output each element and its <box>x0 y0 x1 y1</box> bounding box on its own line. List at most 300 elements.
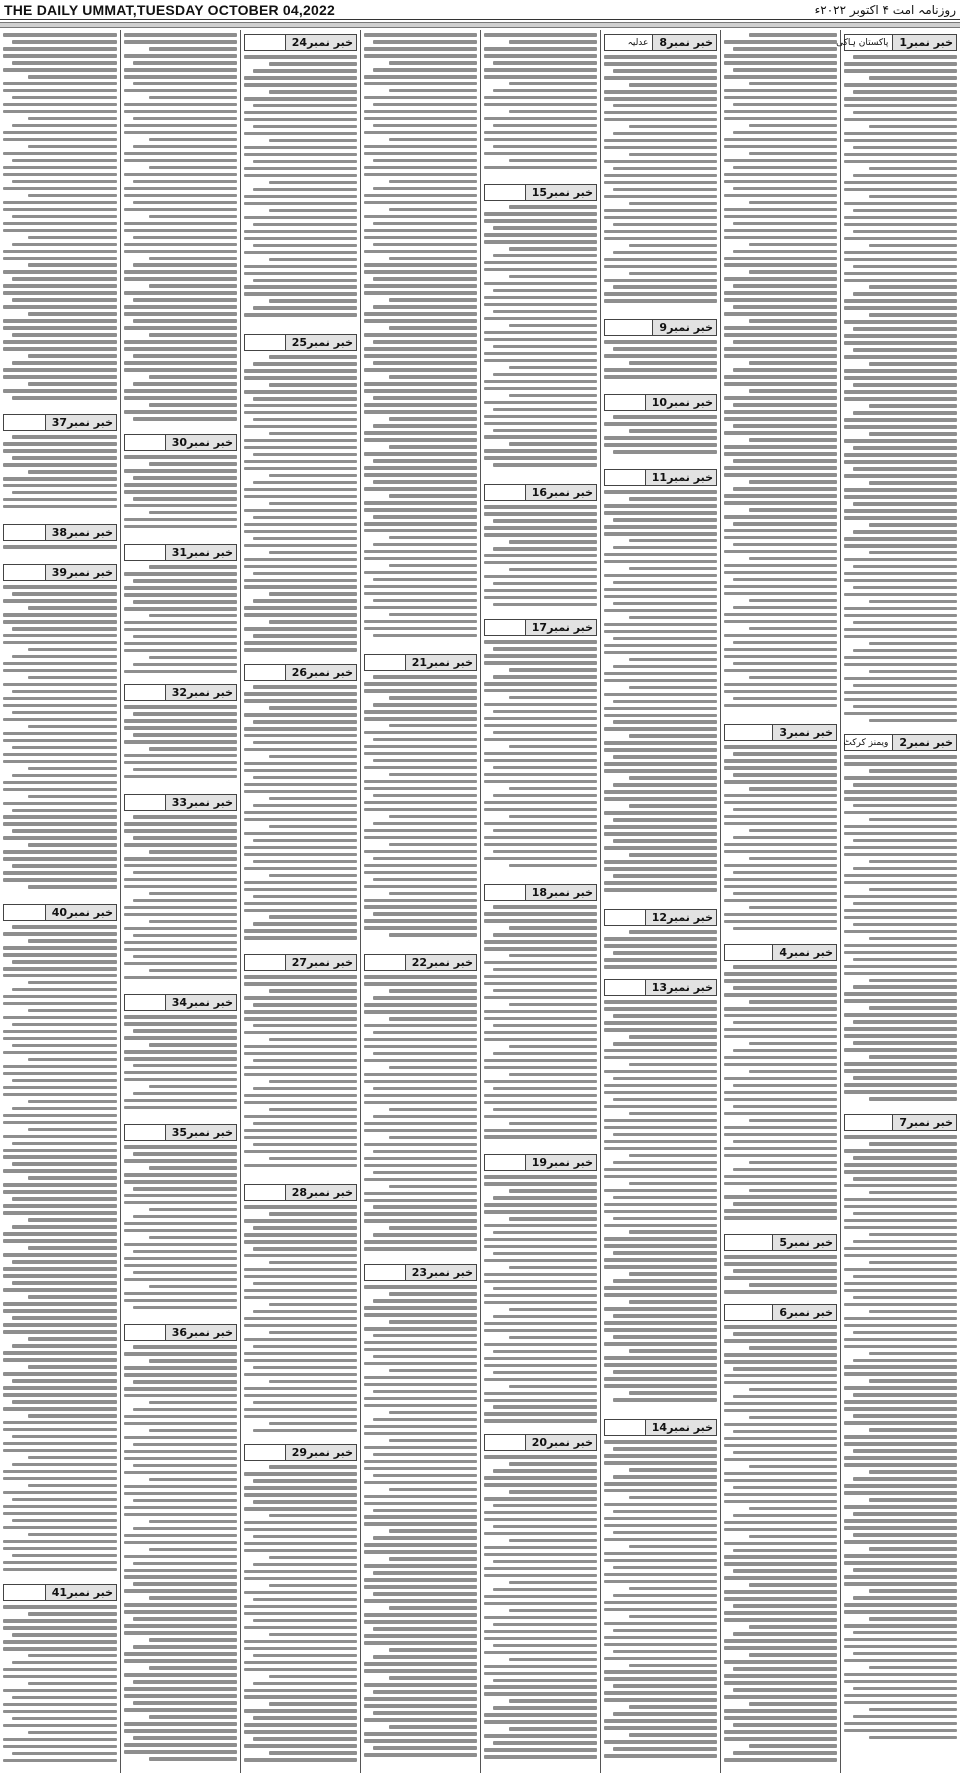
news-item-body-text <box>3 544 117 557</box>
news-item <box>601 465 720 905</box>
news-item-topic <box>125 1125 165 1140</box>
news-item-body-text <box>3 1604 117 1767</box>
news-item-number: 21 <box>411 656 428 669</box>
news-item-header <box>724 1234 837 1251</box>
news-item-body-text <box>244 354 357 657</box>
news-item <box>0 410 120 520</box>
news-item-topic <box>605 910 645 925</box>
news-item-header <box>244 954 357 971</box>
news-item-number-box <box>772 945 836 960</box>
news-item-topic <box>845 1115 892 1130</box>
news-item-topic <box>4 415 45 430</box>
news-item-topic <box>125 1325 165 1340</box>
news-item-header <box>844 734 957 751</box>
news-item-number-box <box>645 395 716 410</box>
news-item-body-text <box>724 1254 837 1297</box>
news-item <box>361 30 480 650</box>
news-item-body-text <box>484 904 597 1147</box>
news-item-number-box <box>645 910 716 925</box>
news-item-body-text <box>724 32 837 717</box>
news-item-body-text <box>604 414 717 462</box>
news-item-topic <box>245 335 285 350</box>
news-item <box>481 1430 600 1770</box>
news-item-header <box>244 1444 357 1461</box>
news-item-header <box>244 34 357 51</box>
news-item-number: 24 <box>291 36 308 49</box>
news-item-body-text <box>124 1144 237 1317</box>
news-item-number: 41 <box>51 1586 68 1599</box>
news-item-header <box>836 34 957 51</box>
news-item-body-text <box>604 339 717 387</box>
news-item-header <box>484 1434 597 1451</box>
news-item <box>481 30 600 180</box>
column-3 <box>600 30 720 1773</box>
news-item-number-box <box>772 1305 836 1320</box>
news-item-header <box>844 1114 957 1131</box>
news-item-body-text <box>604 54 717 312</box>
news-item-label: خبر نمبر <box>307 956 353 969</box>
news-item-body-text <box>484 204 597 477</box>
news-item-number-box <box>165 1325 236 1340</box>
news-item-number-box <box>892 35 956 50</box>
news-item-number: 38 <box>51 526 68 539</box>
news-item-number: 11 <box>651 471 668 484</box>
news-item <box>481 180 600 480</box>
news-item-header <box>124 1124 237 1141</box>
news-item-number: 33 <box>171 796 188 809</box>
news-item-label: خبر نمبر <box>307 1186 353 1199</box>
news-item-number: 35 <box>171 1126 188 1139</box>
news-item-body-text <box>124 32 237 427</box>
news-item <box>241 30 360 330</box>
newspaper-page <box>0 30 960 1773</box>
news-item-number: 2 <box>899 736 908 749</box>
news-item-topic <box>4 1585 45 1600</box>
news-item-number-box <box>405 1265 476 1280</box>
news-item-label: خبر نمبر <box>667 36 713 49</box>
news-item <box>0 900 120 1580</box>
news-item-topic <box>485 1435 525 1450</box>
news-item-number-box <box>892 1115 956 1130</box>
news-item-number-box <box>892 735 956 750</box>
news-item-label: خبر نمبر <box>667 471 713 484</box>
news-item-topic <box>4 525 45 540</box>
news-item-number-box <box>525 1435 596 1450</box>
news-item <box>721 720 840 940</box>
news-item-number: 20 <box>531 1436 548 1449</box>
news-item-header <box>124 434 237 451</box>
news-item-label: خبر نمبر <box>547 886 593 899</box>
news-item-body-text <box>124 1014 237 1117</box>
news-item-label: خبر نمبر <box>667 396 713 409</box>
news-item-topic <box>125 795 165 810</box>
news-item-header <box>3 1584 117 1601</box>
news-item-topic <box>605 980 645 995</box>
news-item-number: 40 <box>51 906 68 919</box>
news-item-number-box <box>405 655 476 670</box>
news-item-topic <box>4 905 45 920</box>
news-item <box>601 905 720 975</box>
news-item-label: خبر نمبر <box>667 911 713 924</box>
news-item <box>841 730 960 1110</box>
news-item-number: 27 <box>291 956 308 969</box>
news-item-body-text <box>3 434 117 517</box>
news-item-number-box <box>652 320 716 335</box>
news-item-label: خبر نمبر <box>67 566 113 579</box>
news-item-number-box <box>285 665 356 680</box>
news-item <box>121 540 240 680</box>
news-item-body-text <box>604 929 717 972</box>
news-item <box>121 790 240 990</box>
news-item-number: 23 <box>411 1266 428 1279</box>
column-5 <box>360 30 480 1773</box>
news-item-body-text <box>3 584 117 897</box>
news-item-number-box <box>645 1420 716 1435</box>
news-item-number-box <box>165 995 236 1010</box>
news-item-topic <box>365 1265 405 1280</box>
news-item-number-box <box>45 565 116 580</box>
news-item-header <box>604 1419 717 1436</box>
news-item <box>0 560 120 900</box>
news-item-header <box>124 544 237 561</box>
news-item-header <box>484 619 597 636</box>
news-item-number-box <box>45 415 116 430</box>
news-item-topic <box>245 1185 285 1200</box>
news-item-body-text <box>124 564 237 677</box>
news-item-topic <box>725 1235 772 1250</box>
news-item-body-text <box>124 454 237 537</box>
news-item-number: 29 <box>291 1446 308 1459</box>
news-item-body-text <box>244 1464 357 1767</box>
news-item-body-text <box>364 674 477 947</box>
news-item-label: خبر نمبر <box>547 1156 593 1169</box>
news-item <box>0 520 120 560</box>
masthead-rule <box>0 22 960 28</box>
news-item-number: 19 <box>531 1156 548 1169</box>
news-item-label: خبر نمبر <box>307 336 353 349</box>
news-item-number: 18 <box>531 886 548 899</box>
news-item-topic <box>365 655 405 670</box>
news-item-topic <box>725 725 772 740</box>
news-item <box>721 1230 840 1300</box>
news-item-number: 9 <box>659 321 668 334</box>
news-item-header <box>604 319 717 336</box>
column-6 <box>240 30 360 1773</box>
news-item-number-box <box>165 545 236 560</box>
news-item-label: خبر نمبر <box>547 1436 593 1449</box>
news-item-number-box <box>165 435 236 450</box>
news-item <box>241 1180 360 1440</box>
news-item <box>601 30 720 315</box>
news-item-number-box <box>645 470 716 485</box>
news-item-number-box <box>405 955 476 970</box>
news-item-header <box>364 954 477 971</box>
news-item-label: خبر نمبر <box>787 1306 833 1319</box>
news-item-number: 13 <box>651 981 668 994</box>
news-item-number-box <box>45 1585 116 1600</box>
news-item-number-box <box>772 1235 836 1250</box>
news-item-header <box>604 909 717 926</box>
news-item-label: خبر نمبر <box>787 946 833 959</box>
news-item-number-box <box>285 35 356 50</box>
news-item-number-box <box>652 35 716 50</box>
news-item-number-box <box>165 795 236 810</box>
news-item-number: 26 <box>291 666 308 679</box>
news-item-topic <box>725 945 772 960</box>
news-item <box>121 1120 240 1320</box>
news-item-body-text <box>364 32 477 647</box>
news-item-number: 30 <box>171 436 188 449</box>
news-item-body-text <box>484 504 597 612</box>
news-item-label: خبر نمبر <box>67 416 113 429</box>
news-item-topic <box>365 955 405 970</box>
news-item-label: خبر نمبر <box>307 1446 353 1459</box>
news-item-label: خبر نمبر <box>547 486 593 499</box>
news-item-number-box <box>525 885 596 900</box>
news-item-header <box>724 944 837 961</box>
news-item-header <box>124 684 237 701</box>
masthead-title-english: THE DAILY UMMAT,TUESDAY OCTOBER 04,2022 <box>4 1 335 18</box>
news-item-number: 15 <box>531 186 548 199</box>
news-item-number-box <box>45 525 116 540</box>
news-item-body-text <box>844 754 957 1107</box>
news-item-body-text <box>364 974 477 1257</box>
news-item-topic <box>485 485 525 500</box>
news-item-topic <box>125 685 165 700</box>
news-item-topic <box>125 995 165 1010</box>
news-item-number-box <box>645 980 716 995</box>
news-item-header <box>724 724 837 741</box>
news-item-label: خبر نمبر <box>667 981 713 994</box>
news-item-topic <box>245 1445 285 1460</box>
news-item-label: خبر نمبر <box>667 1421 713 1434</box>
news-item-label: خبر نمبر <box>667 321 713 334</box>
news-item-label: خبر نمبر <box>427 956 473 969</box>
column-4 <box>480 30 600 1773</box>
news-item-number: 4 <box>779 946 788 959</box>
news-item-topic <box>245 665 285 680</box>
news-item <box>121 680 240 790</box>
news-item-body-text <box>244 974 357 1177</box>
news-item <box>836 30 960 730</box>
news-item-body-text <box>844 1134 957 1747</box>
news-item-number: 1 <box>899 36 908 49</box>
news-item-label: خبر نمبر <box>907 1116 953 1129</box>
masthead <box>0 0 960 20</box>
column-1 <box>836 30 960 1773</box>
news-item-header <box>3 564 117 581</box>
news-item <box>481 1150 600 1430</box>
news-item-topic: ویمنز کرکٹ <box>843 737 889 748</box>
news-item-number: 22 <box>411 956 428 969</box>
news-item-topic <box>245 35 285 50</box>
news-item-number-box <box>525 485 596 500</box>
news-item-number: 8 <box>659 36 668 49</box>
news-item-body-text <box>724 1324 837 1767</box>
news-item-number: 36 <box>171 1326 188 1339</box>
news-item-topic <box>605 395 645 410</box>
news-item-topic <box>485 1155 525 1170</box>
news-item <box>601 315 720 390</box>
news-item-body-text <box>844 54 957 727</box>
news-item <box>361 950 480 1260</box>
news-item <box>481 880 600 1150</box>
news-item-label: خبر نمبر <box>427 1266 473 1279</box>
news-item-header <box>244 1184 357 1201</box>
news-item-topic <box>125 435 165 450</box>
news-item-number-box <box>525 1155 596 1170</box>
news-item <box>481 615 600 880</box>
news-item-number-box <box>45 905 116 920</box>
news-item-header <box>3 414 117 431</box>
news-item-topic: عدلیہ <box>627 37 649 48</box>
news-item-header <box>484 484 597 501</box>
news-item-header <box>244 664 357 681</box>
news-item-topic <box>485 885 525 900</box>
news-item-body-text <box>3 924 117 1577</box>
news-item-number: 32 <box>171 686 188 699</box>
news-item-number-box <box>165 685 236 700</box>
news-item-label: خبر نمبر <box>307 666 353 679</box>
news-item <box>601 1415 720 1765</box>
news-item <box>241 1440 360 1770</box>
news-item-number-box <box>285 1185 356 1200</box>
news-item-number-box <box>525 620 596 635</box>
news-item-number: 37 <box>51 416 68 429</box>
news-item-body-text <box>484 32 597 177</box>
news-item-label: خبر نمبر <box>67 1586 113 1599</box>
news-item <box>721 30 840 720</box>
news-item-number: 25 <box>291 336 308 349</box>
news-item-header <box>3 524 117 541</box>
news-item-header <box>244 334 357 351</box>
news-item-topic <box>4 565 45 580</box>
news-item-number-box <box>525 185 596 200</box>
news-item-topic <box>125 545 165 560</box>
news-item-label: خبر نمبر <box>547 186 593 199</box>
news-item-header <box>724 1304 837 1321</box>
news-item-label: خبر نمبر <box>187 436 233 449</box>
news-item-body-text <box>604 1439 717 1762</box>
news-item-topic <box>605 1420 645 1435</box>
news-item <box>721 940 840 1230</box>
news-item-label: خبر نمبر <box>907 736 953 749</box>
news-item <box>361 650 480 950</box>
news-item-number-box <box>285 1445 356 1460</box>
news-item-body-text <box>364 1284 477 1767</box>
news-item-number-box <box>772 725 836 740</box>
column-7 <box>120 30 240 1773</box>
news-item-body-text <box>124 1344 237 1767</box>
news-item-body-text <box>724 964 837 1227</box>
news-item-number: 10 <box>651 396 668 409</box>
news-item <box>241 330 360 660</box>
news-item <box>121 990 240 1120</box>
news-item-label: خبر نمبر <box>67 526 113 539</box>
news-item <box>121 30 240 430</box>
news-item-number: 6 <box>779 1306 788 1319</box>
news-item-label: خبر نمبر <box>187 996 233 1009</box>
news-item-number-box <box>165 1125 236 1140</box>
news-item-label: خبر نمبر <box>187 796 233 809</box>
news-item <box>241 950 360 1180</box>
news-item-label: خبر نمبر <box>187 1326 233 1339</box>
news-item <box>601 975 720 1415</box>
news-item-body-text <box>244 684 357 947</box>
news-item-number: 12 <box>651 911 668 924</box>
news-item-body-text <box>484 1174 597 1427</box>
news-item-label: خبر نمبر <box>907 36 953 49</box>
news-item-number: 39 <box>51 566 68 579</box>
masthead-title-urdu: روزنامہ امت ۴ اکتوبر ۲۰۲۲ء <box>814 2 956 17</box>
news-item <box>481 480 600 615</box>
column-8 <box>0 30 120 1773</box>
news-item-label: خبر نمبر <box>67 906 113 919</box>
news-item <box>241 660 360 950</box>
news-item-body-text <box>724 744 837 937</box>
news-item <box>121 1320 240 1770</box>
news-item <box>841 1110 960 1750</box>
news-item-header <box>484 1154 597 1171</box>
news-item-label: خبر نمبر <box>307 36 353 49</box>
news-item-header <box>124 1324 237 1341</box>
news-item-body-text <box>244 54 357 327</box>
news-item-number: 31 <box>171 546 188 559</box>
news-item-number: 16 <box>531 486 548 499</box>
news-item-topic <box>605 470 645 485</box>
news-item-label: خبر نمبر <box>787 1236 833 1249</box>
news-item-topic <box>485 620 525 635</box>
news-item <box>121 430 240 540</box>
news-item-number: 28 <box>291 1186 308 1199</box>
news-item-topic <box>485 185 525 200</box>
news-item-topic <box>605 320 652 335</box>
news-item-label: خبر نمبر <box>187 1126 233 1139</box>
news-item-topic <box>245 955 285 970</box>
news-item-header <box>604 394 717 411</box>
news-item-header <box>364 1264 477 1281</box>
news-item-header <box>124 994 237 1011</box>
news-item <box>0 30 120 410</box>
news-item-topic <box>725 1305 772 1320</box>
news-item-body-text <box>484 1454 597 1767</box>
news-item-body-text <box>484 639 597 877</box>
news-item-header <box>364 654 477 671</box>
news-item-label: خبر نمبر <box>427 656 473 669</box>
news-item-header <box>484 884 597 901</box>
news-item-number: 34 <box>171 996 188 1009</box>
news-item-number: 14 <box>651 1421 668 1434</box>
news-item-header <box>604 979 717 996</box>
news-item-header <box>604 34 717 51</box>
news-item-header <box>124 794 237 811</box>
news-item-label: خبر نمبر <box>547 621 593 634</box>
news-item-number: 7 <box>899 1116 908 1129</box>
news-item-label: خبر نمبر <box>187 686 233 699</box>
news-item-label: خبر نمبر <box>187 546 233 559</box>
news-item-body-text <box>124 814 237 987</box>
news-item-number-box <box>285 955 356 970</box>
news-item <box>601 390 720 465</box>
news-item-header <box>604 469 717 486</box>
news-item-body-text <box>3 32 117 407</box>
news-item-number: 5 <box>779 1236 788 1249</box>
column-2 <box>720 30 840 1773</box>
news-item-number: 3 <box>779 726 788 739</box>
news-item-header <box>3 904 117 921</box>
news-item-body-text <box>604 999 717 1412</box>
news-item-header <box>484 184 597 201</box>
